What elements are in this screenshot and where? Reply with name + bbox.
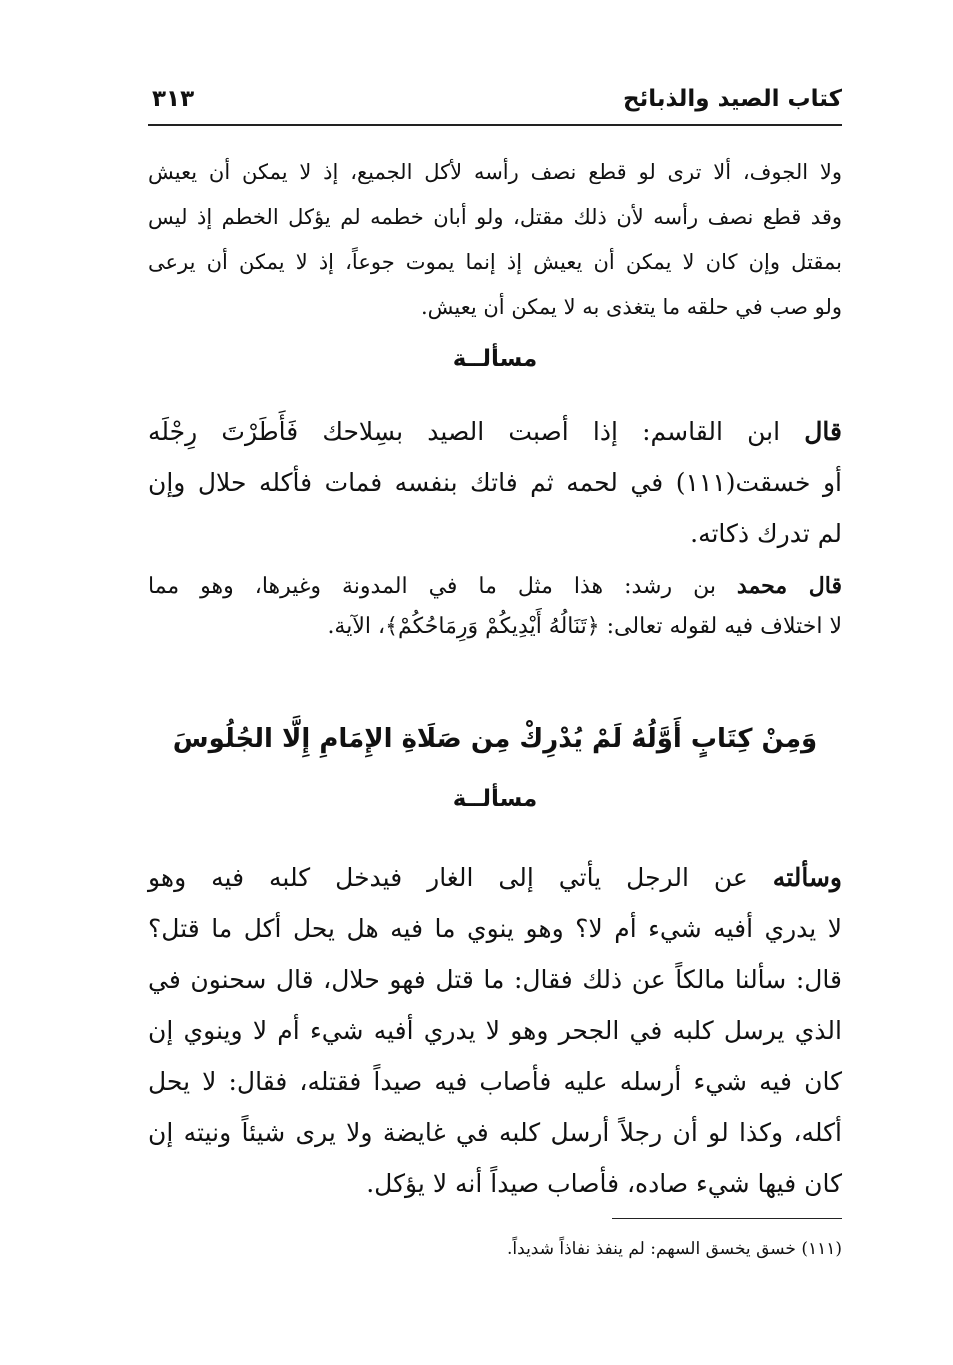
text-line: ولا الجوف، ألا ترى لو قطع نصف رأسه لأكل الجميع، إذ لا يمكن أن يعيش [148, 160, 842, 184]
issue-heading-1: مسألــة [452, 346, 538, 372]
text-line [148, 566, 842, 607]
text-line: لا يدري أفيه شيء أم لا؟ وهو ينوي ما فيه هل يحل أكل ما قتل؟ [148, 914, 842, 943]
footnote-rule [612, 1218, 842, 1219]
lead-word: وسألته [772, 863, 842, 892]
paragraph-2 [148, 406, 842, 559]
text-line: الذي يرسل كلبه في الجحر وهو لا يدري أفيه شيء أم لا وينوي إن [148, 1016, 842, 1045]
paragraph-3 [148, 566, 842, 647]
line-text: ابن القاسم: إذا أصبت الصيد بسِلاحك فَأَطَرْتَ رِجْلَه [148, 417, 805, 446]
text-line [148, 406, 842, 457]
section-title: وَمِنْ كِتَابٍ أَوَّلُهُ لَمْ يُدْرِكْ مِن صَلَاةِ الإِمَامِ إِلَّا الجُلُوسَ [172, 724, 818, 754]
text-line: وقد قطع نصف رأسه لأن ذلك مقتل، ولو أبان خطمه لم يؤكل الخطم إذ ليس [148, 205, 842, 229]
page-header [148, 80, 842, 124]
lead-word: قال [804, 417, 842, 446]
page-number: ٣١٣ [152, 86, 195, 112]
text-line: قال: سألنا مالكاً عن ذلك فقال: ما قتل فهو حلال، قال سحنون في [148, 965, 842, 994]
text-line: ولو صب في حلقه ما يتغذى به لا يمكن أن يعيش. [420, 295, 842, 319]
text-line: أكله، وكذا لو أن رجلاً أرسل كلبه في غايضة ولا يرى شيئاً ونيته إن [148, 1118, 842, 1147]
paragraph-4 [148, 852, 842, 1209]
text-line: أو خسقت(١١١) في لحمه ثم فاتك بنفسه فمات فأكله حلال وإن [148, 468, 843, 497]
line-text: عن الرجل يأتي إلى الغار فيدخل كلبه فيه وهو [148, 863, 773, 892]
text-line: لا اختلاف فيه لقوله تعالى: ﴿تَنَالُهُ أَيْدِيكُمْ وَرِمَاحُكُمْ﴾، الآية. [327, 614, 842, 639]
text-line: بمقتل وإن كان لا يمكن أن يعيش إذ إنما يموت جوعاً، إذ لا يمكن أن يرعى [148, 250, 842, 274]
lead-word: قال محمد [736, 573, 842, 599]
paragraph-1 [148, 150, 842, 330]
text-line: كان فيه شيء أرسله عليه فأصاب فيه صيداً فقتله، فقال: لا يحل [148, 1067, 842, 1096]
line-text: بن رشد: هذا مثل ما في المدونة وغيرها، وهو مما [148, 574, 737, 599]
text-line: لم تدرك ذكاته. [690, 519, 842, 548]
header-rule [148, 124, 842, 126]
issue-heading-2: مسألــة [452, 786, 538, 812]
footnote: (١١١) خسق يخسق السهم: لم ينفذ نفاذاً شديداً. [507, 1239, 842, 1259]
text-line [148, 852, 842, 903]
running-title: كتاب الصيد والذبائح [623, 86, 842, 112]
text-line: كان فيها شيء صاده، فأصاب صيداً أنه لا يؤكل. [366, 1169, 842, 1198]
